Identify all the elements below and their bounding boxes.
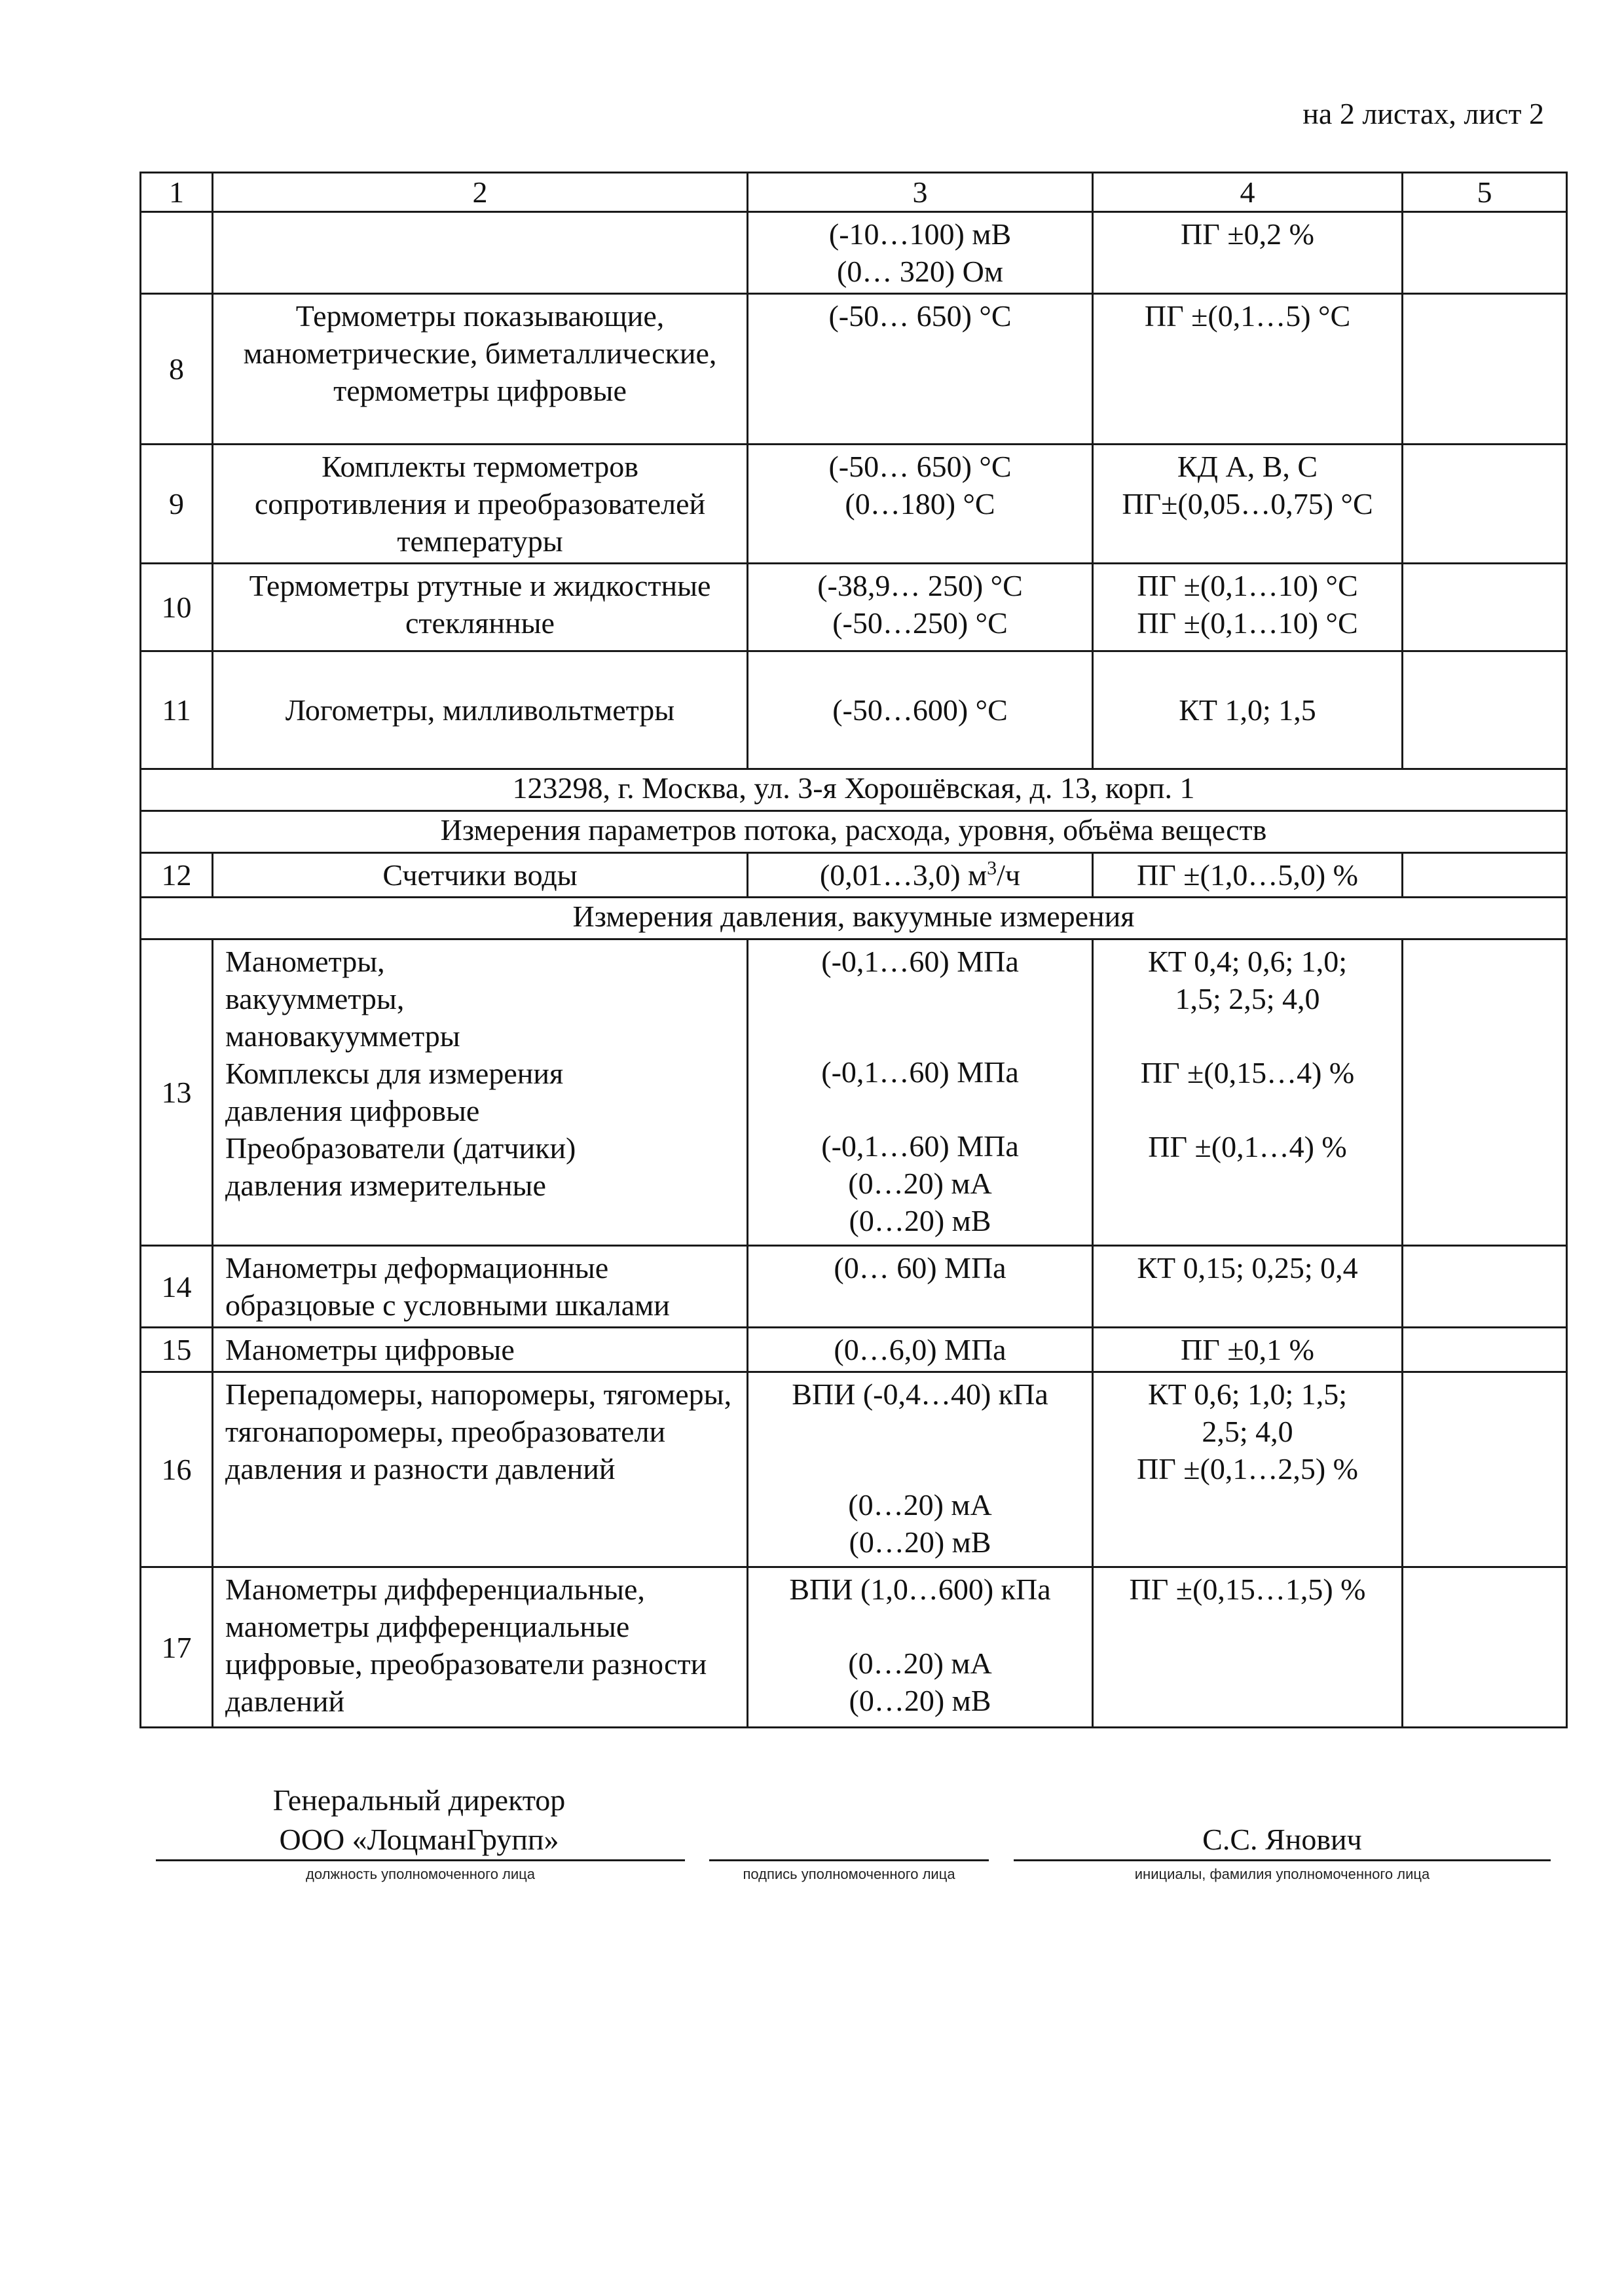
row-number: 10	[141, 564, 213, 651]
instrument-name: Комплекты термометров сопротивления и преобразователей температуры	[213, 445, 748, 564]
row-number: 9	[141, 445, 213, 564]
instrument-name: Перепадомеры, напоромеры, тягомеры, тягонапоромеры, преобразователи давления и разности давлений	[213, 1372, 748, 1567]
range-value: (-50… 650) °C	[828, 450, 1012, 483]
row-number: 16	[141, 1372, 213, 1567]
name-line	[1014, 1859, 1551, 1861]
range-value: (0…20) мА	[848, 1647, 992, 1680]
accuracy-cell: ПГ ±(0,15…1,5) %	[1093, 1567, 1403, 1728]
column-header-2: 2	[213, 173, 748, 212]
table-row-13	[141, 939, 1567, 1246]
instrument-name: Логометры, милливольтметры	[213, 651, 748, 769]
accuracy-value: ПГ ±(0,15…4) %	[1140, 1056, 1355, 1089]
range-value: ВПИ (1,0…600) кПа	[789, 1573, 1051, 1606]
instrument-name: Термометры показывающие, манометрические, биметаллические, термометры цифровые	[213, 294, 748, 445]
row-number: 12	[141, 853, 213, 898]
range-cell: (-50… 650) °C	[748, 294, 1093, 445]
header-row	[141, 173, 1567, 212]
instrument-name: Преобразователи (датчики) давления измерительные	[225, 1131, 576, 1202]
accuracy-cell: КТ 1,0; 1,5	[1093, 651, 1403, 769]
position-line	[156, 1859, 685, 1861]
signatory-name: С.С. Янович	[1202, 1823, 1362, 1856]
range-cell: (0,01…3,0) $м^3/ч$	[748, 853, 1093, 898]
column-header-3: 3	[748, 173, 1093, 212]
row-number: 14	[141, 1246, 213, 1328]
position-caption: должность уполномоченного лица	[305, 1866, 536, 1882]
instrument-name: Термометры ртутные и жидкостные стеклянные	[213, 564, 748, 651]
range-value: (-50…250) °C	[832, 606, 1008, 640]
range-value: (0…20) мВ	[849, 1684, 991, 1717]
range-value: (0…20) мА	[848, 1167, 992, 1200]
range-value: (0… 320) Ом	[837, 255, 1003, 288]
signatory-position: Генеральный директор ООО «ЛоцманГрупп»	[272, 1783, 566, 1856]
row-number: 15	[141, 1328, 213, 1372]
row-number: 13	[141, 939, 213, 1246]
range-value: (-38,9… 250) °C	[817, 569, 1023, 602]
range-cell: (-50…600) °C	[748, 651, 1093, 769]
accuracy-cell: ПГ ±(1,0…5,0) %	[1093, 853, 1403, 898]
range-cell: (0…6,0) МПа	[748, 1328, 1093, 1372]
section-row-flow	[141, 811, 1567, 853]
name-caption: инициалы, фамилия уполномоченного лица	[1134, 1866, 1430, 1882]
column-header-1: 1	[141, 173, 213, 212]
instrument-name: Комплексы для измерения давления цифровые	[225, 1057, 564, 1127]
column-header-4: 4	[1093, 173, 1403, 212]
sheet-info: на 2 листах, лист 2	[1302, 97, 1544, 130]
table-row-15	[141, 1328, 1567, 1372]
range-value: (0…20) мВ	[849, 1525, 991, 1559]
accuracy-value: ПГ ±(0,1…10) °C	[1137, 569, 1358, 602]
section-title: Измерения параметров потока, расхода, уровня, объёма веществ	[141, 811, 1567, 853]
section-title: Измерения давления, вакуумные измерения	[141, 898, 1567, 939]
range-value: (0…180) °C	[845, 487, 995, 520]
table-row-10	[141, 564, 1567, 651]
section-row-pressure	[141, 898, 1567, 939]
range-value: (-0,1…60) МПа	[821, 945, 1019, 978]
column-header-5: 5	[1403, 173, 1567, 212]
table-row-continued	[141, 212, 1567, 294]
range-value: (-10…100) мВ	[828, 217, 1012, 251]
table-row-12	[141, 853, 1567, 898]
range-cell: (0… 60) МПа	[748, 1246, 1093, 1328]
instrument-name: Манометры цифровые	[213, 1328, 748, 1372]
range-value: (-0,1…60) МПа	[821, 1129, 1019, 1163]
accuracy-value: ПГ ±(0,1…4) %	[1148, 1130, 1347, 1163]
table-row-8	[141, 294, 1567, 445]
row-number: 8	[141, 294, 213, 445]
row-number: 17	[141, 1567, 213, 1728]
range-value: (0…20) мА	[848, 1488, 992, 1522]
lab-address: 123298, г. Москва, ул. 3-я Хорошёвская, д. 13, корп. 1	[141, 769, 1567, 811]
address-row	[141, 769, 1567, 811]
signature-line	[709, 1859, 989, 1861]
accuracy-value: ПГ ±(0,1…10) °C	[1137, 606, 1358, 640]
accuracy-value: КТ 0,4; 0,6; 1,0; 1,5; 2,5; 4,0	[1147, 945, 1348, 1015]
instrument-name: Манометры, вакуумметры, мановакуумметры	[225, 945, 460, 1053]
table-row-9	[141, 445, 1567, 564]
table-row-14	[141, 1246, 1567, 1328]
accuracy-cell: КТ 0,15; 0,25; 0,4	[1093, 1246, 1403, 1328]
instrument-name: Счетчики воды	[213, 853, 748, 898]
table-row-17	[141, 1567, 1567, 1728]
instrument-name: Манометры деформационные образцовые с условными шкалами	[213, 1246, 748, 1328]
accuracy-value: ПГ ±(0,1…2,5) %	[1136, 1452, 1358, 1485]
range-value: ВПИ (-0,4…40) кПа	[792, 1377, 1048, 1411]
accuracy-value: ПГ±(0,05…0,75) °C	[1122, 487, 1373, 520]
accuracy-value: КД А, В, С	[1177, 450, 1318, 483]
range-value: (0…20) мВ	[849, 1204, 991, 1237]
accuracy-value: КТ 0,6; 1,0; 1,5; 2,5; 4,0	[1147, 1377, 1348, 1448]
signature-caption: подпись уполномоченного лица	[743, 1866, 955, 1882]
table-row-16	[141, 1372, 1567, 1567]
accuracy-cell: ПГ ±0,2 %	[1093, 212, 1403, 294]
accuracy-cell: ПГ ±(0,1…5) °C	[1093, 294, 1403, 445]
signature-block	[0, 1768, 1624, 1899]
instrument-name: Манометры дифференциальные, манометры дифференциальные цифровые, преобразователи разности давлений	[213, 1567, 748, 1728]
accreditation-table	[139, 172, 1568, 1728]
accuracy-cell: ПГ ±0,1 %	[1093, 1328, 1403, 1372]
table-row-11	[141, 651, 1567, 769]
row-number: 11	[141, 651, 213, 769]
range-value: (-0,1…60) МПа	[821, 1055, 1019, 1089]
